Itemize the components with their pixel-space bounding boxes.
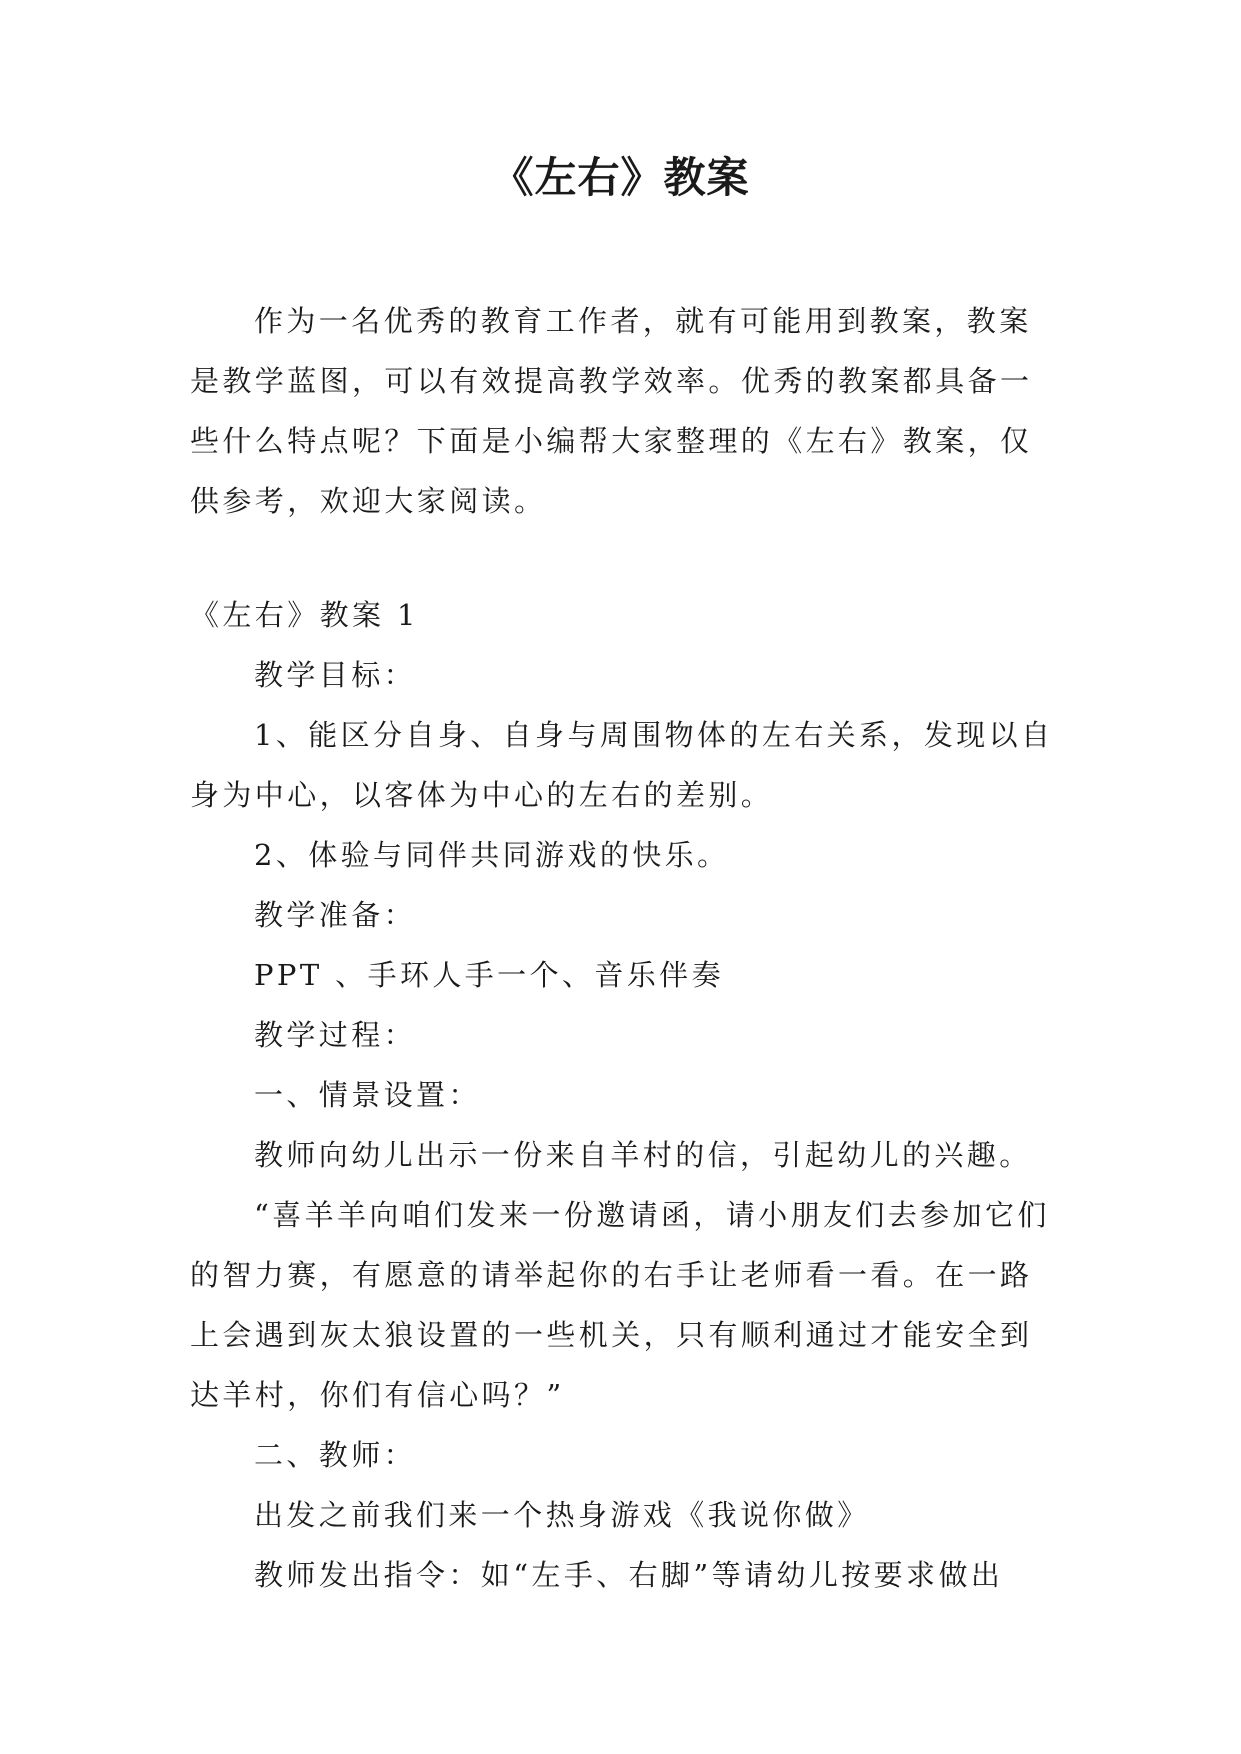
paragraph-letter: 教师向幼儿出示一份来自羊村的信，引起幼儿的兴趣。 (254, 1138, 1032, 1172)
document-title: 《左右》教案 (491, 153, 750, 202)
paragraph-teaching-process: 教学过程： (254, 1018, 417, 1052)
paragraph-quote: “喜羊羊向咱们发来一份邀请函，请小朋友们去参加它们的智力赛，有愿意的请举起你的右手让老师看一看。在一路上会遇到灰太狼设置的一些机关，只有顺利通过才能安全到达羊村，你们有信心吗？” (190, 1198, 1050, 1412)
paragraph-step-2: 二、教师： (254, 1438, 417, 1472)
paragraph-teaching-goals: 教学目标： (254, 658, 417, 692)
intro-paragraph: 作为一名优秀的教育工作者，就有可能用到教案，教案是教学蓝图，可以有效提高教学效率。优秀的教案都具备一些什么特点呢？下面是小编帮大家整理的《左右》教案，仅供参考，欢迎大家阅读。 (190, 304, 1033, 518)
paragraph-step-1: 一、情景设置： (254, 1078, 481, 1112)
paragraph-goal-2: 2、体验与同伴共同游戏的快乐。 (254, 838, 730, 872)
paragraph-instruction: 教师发出指令：如“左手、右脚”等请幼儿按要求做出 (254, 1558, 1004, 1592)
paragraph-goal-1: 1、能区分自身、自身与周围物体的左右关系，发现以自身为中心，以客体为中心的左右的差别。 (190, 718, 1054, 812)
section-heading: 《左右》教案 1 (190, 598, 419, 632)
paragraph-prep-items: PPT 、手环人手一个、音乐伴奏 (254, 958, 724, 992)
paragraph-warmup: 出发之前我们来一个热身游戏《我说你做》 (254, 1498, 870, 1532)
document-body (190, 291, 1054, 1605)
paragraph-teaching-prep: 教学准备： (254, 898, 417, 932)
